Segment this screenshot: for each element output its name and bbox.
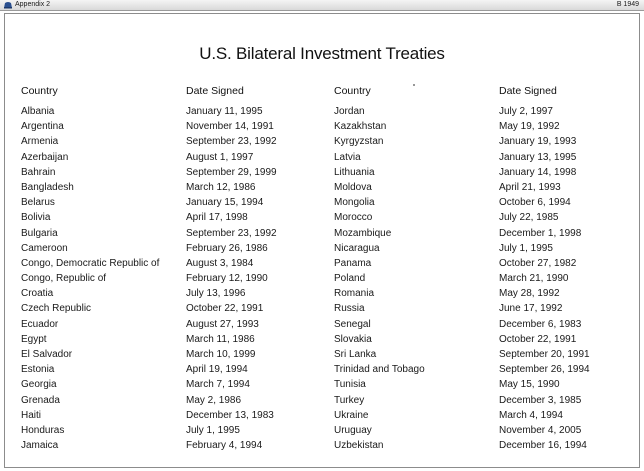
country-cell: Uzbekistan <box>334 440 384 452</box>
country-cell: Mozambique <box>334 227 392 239</box>
page-reference: B 1949 <box>616 1 639 8</box>
country-cell: Albania <box>21 106 55 117</box>
country-cell: Egypt <box>21 333 47 345</box>
country-cell: Mongolia <box>334 197 375 209</box>
country-cell: Lithuania <box>334 166 375 178</box>
date-signed-cell: May 19, 1992 <box>499 121 560 133</box>
date-signed-cell: December 3, 1985 <box>499 394 582 406</box>
country-cell: Senegal <box>334 318 371 330</box>
country-cell: Romania <box>334 288 375 300</box>
date-signed-cell: February 12, 1990 <box>186 273 268 285</box>
country-cell: Congo, Republic of <box>21 273 107 285</box>
country-cell: Estonia <box>21 364 55 376</box>
country-cell: Congo, Democratic Republic of <box>21 257 160 269</box>
country-cell: Slovakia <box>334 333 372 345</box>
date-signed-cell: April 19, 1994 <box>186 364 248 376</box>
right-country-column <box>334 104 425 453</box>
country-cell: Honduras <box>21 424 65 436</box>
date-signed-cell: March 11, 1986 <box>186 333 255 345</box>
date-signed-cell: May 2, 1986 <box>186 394 242 406</box>
date-signed-cell: July 2, 1997 <box>499 106 553 117</box>
country-cell: Armenia <box>21 136 59 148</box>
date-signed-cell: October 6, 1994 <box>499 197 571 209</box>
country-cell: Morocco <box>334 212 373 224</box>
country-cell: Jamaica <box>21 440 59 452</box>
document-title: U.S. Bilateral Investment Treaties <box>199 44 445 63</box>
date-signed-cell: December 1, 1998 <box>499 227 582 239</box>
country-cell: Bulgaria <box>21 227 58 239</box>
window-title: Appendix 2 <box>15 1 51 8</box>
date-signed-cell: August 3, 1984 <box>186 257 254 269</box>
country-cell: Belarus <box>21 197 55 209</box>
country-cell: Jordan <box>334 106 365 117</box>
date-signed-cell: July 13, 1996 <box>186 288 246 300</box>
date-signed-cell: March 21, 1990 <box>499 273 569 285</box>
country-cell: Croatia <box>21 288 54 300</box>
country-cell: Nicaragua <box>334 242 380 254</box>
country-cell: Argentina <box>21 121 64 133</box>
date-signed-cell: August 27, 1993 <box>186 318 259 330</box>
country-cell: Tunisia <box>334 379 366 391</box>
country-cell: Haiti <box>21 409 42 421</box>
country-cell: Russia <box>334 303 365 315</box>
left-country-column <box>21 104 159 453</box>
country-cell: Trinidad and Tobago <box>334 364 425 376</box>
country-cell: Bahrain <box>21 166 56 178</box>
date-signed-cell: March 4, 1994 <box>499 409 563 421</box>
country-cell: Poland <box>334 273 366 285</box>
date-signed-cell: July 1, 1995 <box>499 242 553 254</box>
stray-mark <box>413 84 415 86</box>
window-titlebar <box>0 0 644 11</box>
date-signed-cell: January 15, 1994 <box>186 197 264 209</box>
date-signed-cell: September 26, 1994 <box>499 364 590 376</box>
country-cell: Ukraine <box>334 409 369 421</box>
date-signed-cell: January 14, 1998 <box>499 166 577 178</box>
date-signed-cell: December 16, 1994 <box>499 440 587 452</box>
date-signed-cell: September 20, 1991 <box>499 349 590 360</box>
date-signed-cell: January 13, 1995 <box>499 151 577 163</box>
date-signed-cell: May 15, 1990 <box>499 379 560 391</box>
date-signed-cell: March 12, 1986 <box>186 181 256 193</box>
country-cell: Sri Lanka <box>334 349 377 360</box>
country-cell: Turkey <box>334 394 365 406</box>
country-cell: Cameroon <box>21 242 68 254</box>
date-signed-cell: August 1, 1997 <box>186 151 254 163</box>
date-signed-cell: July 1, 1995 <box>186 424 240 436</box>
country-cell: Panama <box>334 257 372 269</box>
date-signed-cell: December 13, 1983 <box>186 409 274 421</box>
left-date-column <box>186 104 277 453</box>
date-signed-cell: September 23, 1992 <box>186 227 277 239</box>
date-signed-cell: November 14, 1991 <box>186 121 274 133</box>
country-cell: Ecuador <box>21 318 59 330</box>
date-signed-cell: September 23, 1992 <box>186 136 277 148</box>
date-signed-cell: April 21, 1993 <box>499 181 561 193</box>
date-signed-cell: January 19, 1993 <box>499 136 577 148</box>
date-signed-cell: June 17, 1992 <box>499 303 563 315</box>
header-date-left: Date Signed <box>186 85 244 97</box>
date-signed-cell: February 26, 1986 <box>186 242 268 254</box>
country-cell: Uruguay <box>334 424 372 436</box>
date-signed-cell: March 10, 1999 <box>186 349 256 360</box>
country-cell: Kyrgyzstan <box>334 136 384 148</box>
country-cell: El Salvador <box>21 349 73 360</box>
country-cell: Georgia <box>21 379 57 391</box>
country-cell: Grenada <box>21 394 60 406</box>
date-signed-cell: October 22, 1991 <box>186 303 264 315</box>
country-cell: Azerbaijan <box>21 151 69 163</box>
date-signed-cell: October 27, 1982 <box>499 257 577 269</box>
header-date-right: Date Signed <box>499 85 557 97</box>
date-signed-cell: September 29, 1999 <box>186 166 277 178</box>
country-cell: Moldova <box>334 181 372 193</box>
app-icon <box>3 1 13 9</box>
date-signed-cell: March 7, 1994 <box>186 379 250 391</box>
header-country-right: Country <box>334 85 371 97</box>
country-cell: Bolivia <box>21 212 51 224</box>
date-signed-cell: January 11, 1995 <box>186 106 263 117</box>
country-cell: Kazakhstan <box>334 121 387 133</box>
date-signed-cell: December 6, 1983 <box>499 318 582 330</box>
date-signed-cell: July 22, 1985 <box>499 212 559 224</box>
date-signed-cell: November 4, 2005 <box>499 424 582 436</box>
country-cell: Bangladesh <box>21 181 74 193</box>
date-signed-cell: May 28, 1992 <box>499 288 560 300</box>
header-country-left: Country <box>21 85 58 97</box>
country-cell: Latvia <box>334 151 361 163</box>
date-signed-cell: April 17, 1998 <box>186 212 248 224</box>
country-cell: Czech Republic <box>21 303 92 315</box>
date-signed-cell: October 22, 1991 <box>499 333 577 345</box>
right-date-column <box>499 104 590 453</box>
date-signed-cell: February 4, 1994 <box>186 440 263 452</box>
